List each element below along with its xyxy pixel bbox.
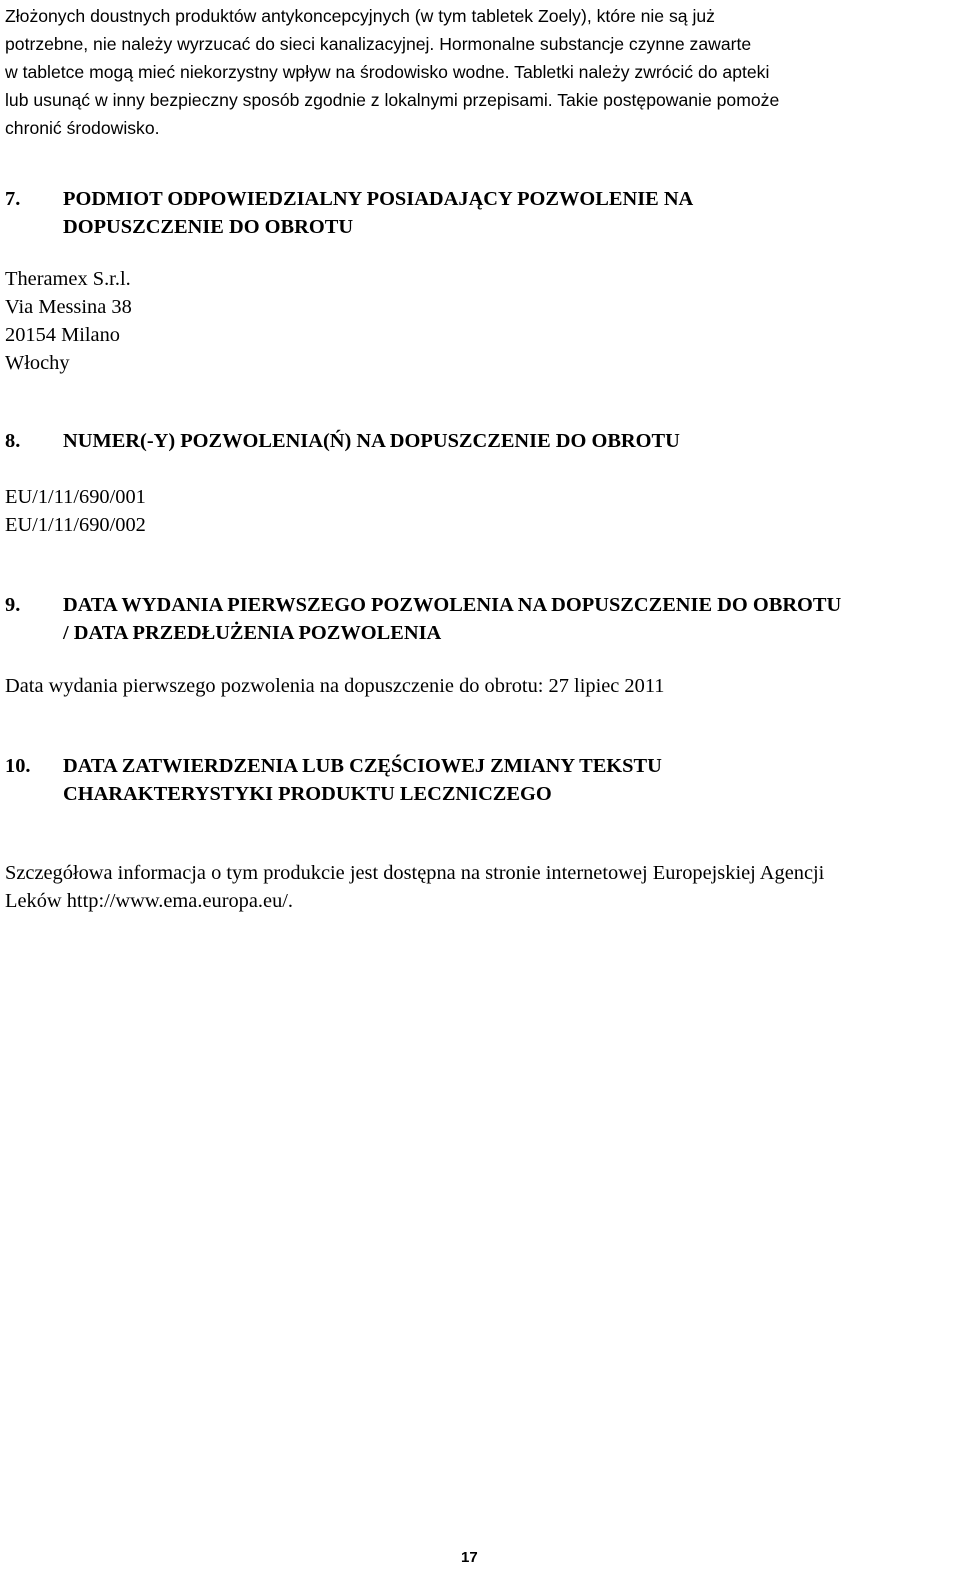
marketing-holder-address	[5, 265, 950, 377]
text-line: Leków http://www.ema.europa.eu/.	[5, 890, 294, 912]
section-title-line: DATA ZATWIERDZENIA LUB CZĘŚCIOWEJ ZMIANY TEKSTU	[63, 755, 662, 777]
text-line: Szczegółowa informacja o tym produkcie jest dostępna na stronie internetowej Europejskiej Agencji	[5, 862, 825, 884]
authorisation-numbers	[5, 483, 950, 539]
section-title-line: NUMER(-Y) POZWOLENIA(Ń) NA DOPUSZCZENIE DO OBROTU	[63, 430, 680, 452]
text-line: potrzebne, nie należy wyrzucać do sieci kanalizacyjnej. Hormonalne substancje czynne zawarte	[5, 34, 752, 54]
page-number: 17	[461, 1549, 478, 1566]
section-9-heading	[5, 591, 950, 647]
text-line: lub usunąć w inny bezpieczny sposób zgodnie z lokalnymi przepisami. Takie postępowanie pomoże	[5, 90, 780, 110]
address-line: Włochy	[5, 352, 70, 374]
section-title-line: DOPUSZCZENIE DO OBROTU	[63, 216, 354, 238]
address-line: Via Messina 38	[5, 296, 132, 318]
section-8-heading	[5, 427, 950, 455]
text-line: chronić środowisko.	[5, 118, 160, 138]
ema-info-paragraph	[5, 859, 950, 915]
section-title-line: DATA WYDANIA PIERWSZEGO POZWOLENIA NA DOPUSZCZENIE DO OBROTU	[63, 594, 842, 616]
authorisation-number: EU/1/11/690/001	[5, 486, 146, 508]
section-number: 9.	[5, 594, 21, 616]
section-10-heading	[5, 752, 950, 808]
document-page	[5, 0, 950, 1582]
disposal-paragraph	[5, 2, 950, 142]
section-title-line: PODMIOT ODPOWIEDZIALNY POSIADAJĄCY POZWOLENIE NA	[63, 188, 694, 210]
authorisation-number: EU/1/11/690/002	[5, 514, 146, 536]
first-authorisation-date: Data wydania pierwszego pozwolenia na dopuszczenie do obrotu: 27 lipiec 2011	[5, 675, 665, 697]
section-title-line: / DATA PRZEDŁUŻENIA POZWOLENIA	[63, 622, 442, 644]
section-7-heading	[5, 185, 950, 241]
text-line: w tabletce mogą mieć niekorzystny wpływ na środowisko wodne. Tabletki należy zwrócić do apteki	[5, 62, 770, 82]
address-line: Theramex S.r.l.	[5, 268, 131, 290]
section-title-line: CHARAKTERYSTYKI PRODUKTU LECZNICZEGO	[63, 783, 552, 805]
address-line: 20154 Milano	[5, 324, 120, 346]
section-number: 10.	[5, 755, 31, 777]
section-number: 8.	[5, 430, 21, 452]
section-number: 7.	[5, 188, 21, 210]
text-line: Złożonych doustnych produktów antykoncepcyjnych (w tym tabletek Zoely), które nie są już	[5, 6, 715, 26]
